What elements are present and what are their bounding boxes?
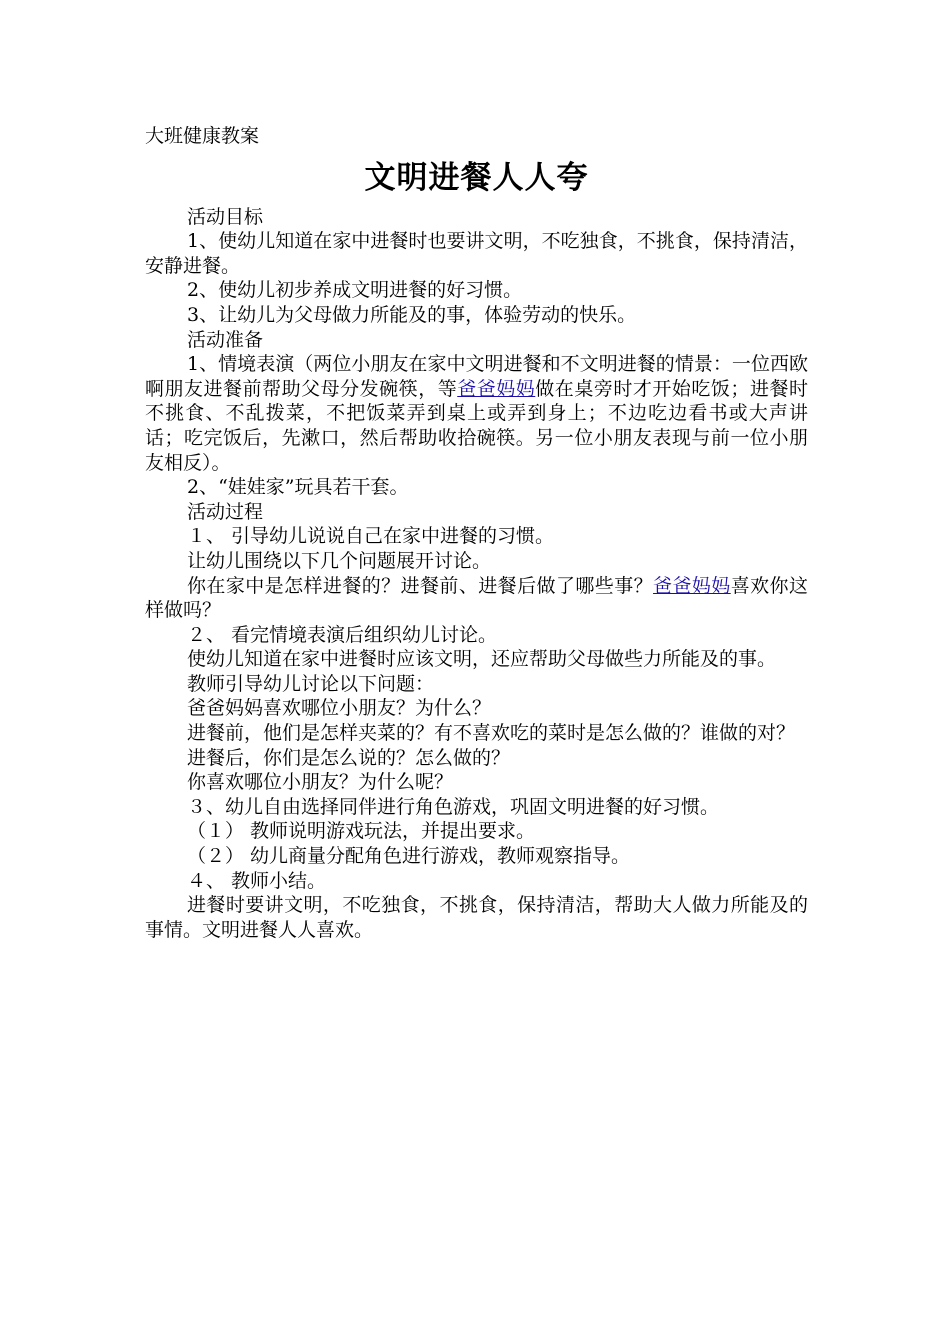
process-step-3: ３、幼儿自由选择同伴进行角色游戏，巩固文明进餐的好习惯。 xyxy=(187,795,720,818)
paragraph-text: 喜欢你这样做吗？ xyxy=(145,574,808,622)
process-question: 进餐后，你们是怎么说的？怎么做的？ xyxy=(187,746,511,769)
process-question: 你喜欢哪位小朋友？为什么呢？ xyxy=(187,771,454,794)
summary-paragraph: 进餐时要讲文明，不吃独食，不挑食，保持清洁，帮助大人做力所能及的事情。文明进餐人人喜欢。 xyxy=(145,894,808,941)
document-page xyxy=(145,124,808,942)
process-substep-1: （１） 教师说明游戏玩法，并提出要求。 xyxy=(187,820,536,843)
goal-item-3: 3、让幼儿为父母做力所能及的事，体验劳动的快乐。 xyxy=(187,303,637,326)
process-paragraph: 让幼儿围绕以下几个问题展开讨论。 xyxy=(187,549,492,572)
section-heading-goals: 活动目标 xyxy=(187,205,264,228)
parents-link[interactable]: 爸爸妈妈 xyxy=(653,574,731,597)
process-substep-2: （２） 幼儿商量分配角色进行游戏，教师观察指导。 xyxy=(187,845,631,868)
document-title: 文明进餐人人夸 xyxy=(364,159,589,196)
process-step-2: ２、 看完情境表演后组织幼儿讨论。 xyxy=(187,623,498,646)
document-category: 大班健康教案 xyxy=(145,125,260,147)
process-paragraph: 教师引导幼儿讨论以下问题： xyxy=(187,672,435,695)
parents-link[interactable]: 爸爸妈妈 xyxy=(457,377,536,400)
paragraph-text: 1、情境表演（两位小朋友在家中文明进餐和不文明进餐的情景：一位西欧啊朋友进餐前帮助父母分发碗筷，等 xyxy=(145,353,808,400)
process-step-1: １、 引导幼儿说说自己在家中进餐的习惯。 xyxy=(187,525,555,548)
preparation-item-2: 2、“娃娃家”玩具若干套。 xyxy=(187,476,409,499)
section-heading-process: 活动过程 xyxy=(187,500,264,523)
goal-item-1: 1、使幼儿知道在家中进餐时也要讲文明，不吃独食，不挑食，保持清洁，安静进餐。 xyxy=(145,230,808,277)
paragraph-text: 你在家中是怎样进餐的？进餐前、进餐后做了哪些事？ xyxy=(187,574,654,597)
preparation-item-1 xyxy=(145,352,808,475)
process-question: 爸爸妈妈喜欢哪位小朋友？为什么？ xyxy=(187,697,492,720)
process-step-4: ４、 教师小结。 xyxy=(187,869,327,892)
section-heading-preparation: 活动准备 xyxy=(187,328,264,351)
paragraph-text: 做在桌旁时才开始吃饭；进餐时不挑食、不乱拨菜，不把饭菜弄到桌上或弄到身上；不边吃边看书或大声讲话；吃完饭后，先漱口，然后帮助收拾碗筷。另一位小朋友表现与前一位小朋友相反）。 xyxy=(145,377,808,474)
process-question xyxy=(145,574,808,623)
process-question: 进餐前，他们是怎样夹菜的？有不喜欢吃的菜时是怎么做的？谁做的对？ xyxy=(187,722,796,745)
goal-item-2: 2、使幼儿初步养成文明进餐的好习惯。 xyxy=(187,279,523,302)
process-paragraph: 使幼儿知道在家中进餐时应该文明，还应帮助父母做些力所能及的事。 xyxy=(187,648,777,671)
